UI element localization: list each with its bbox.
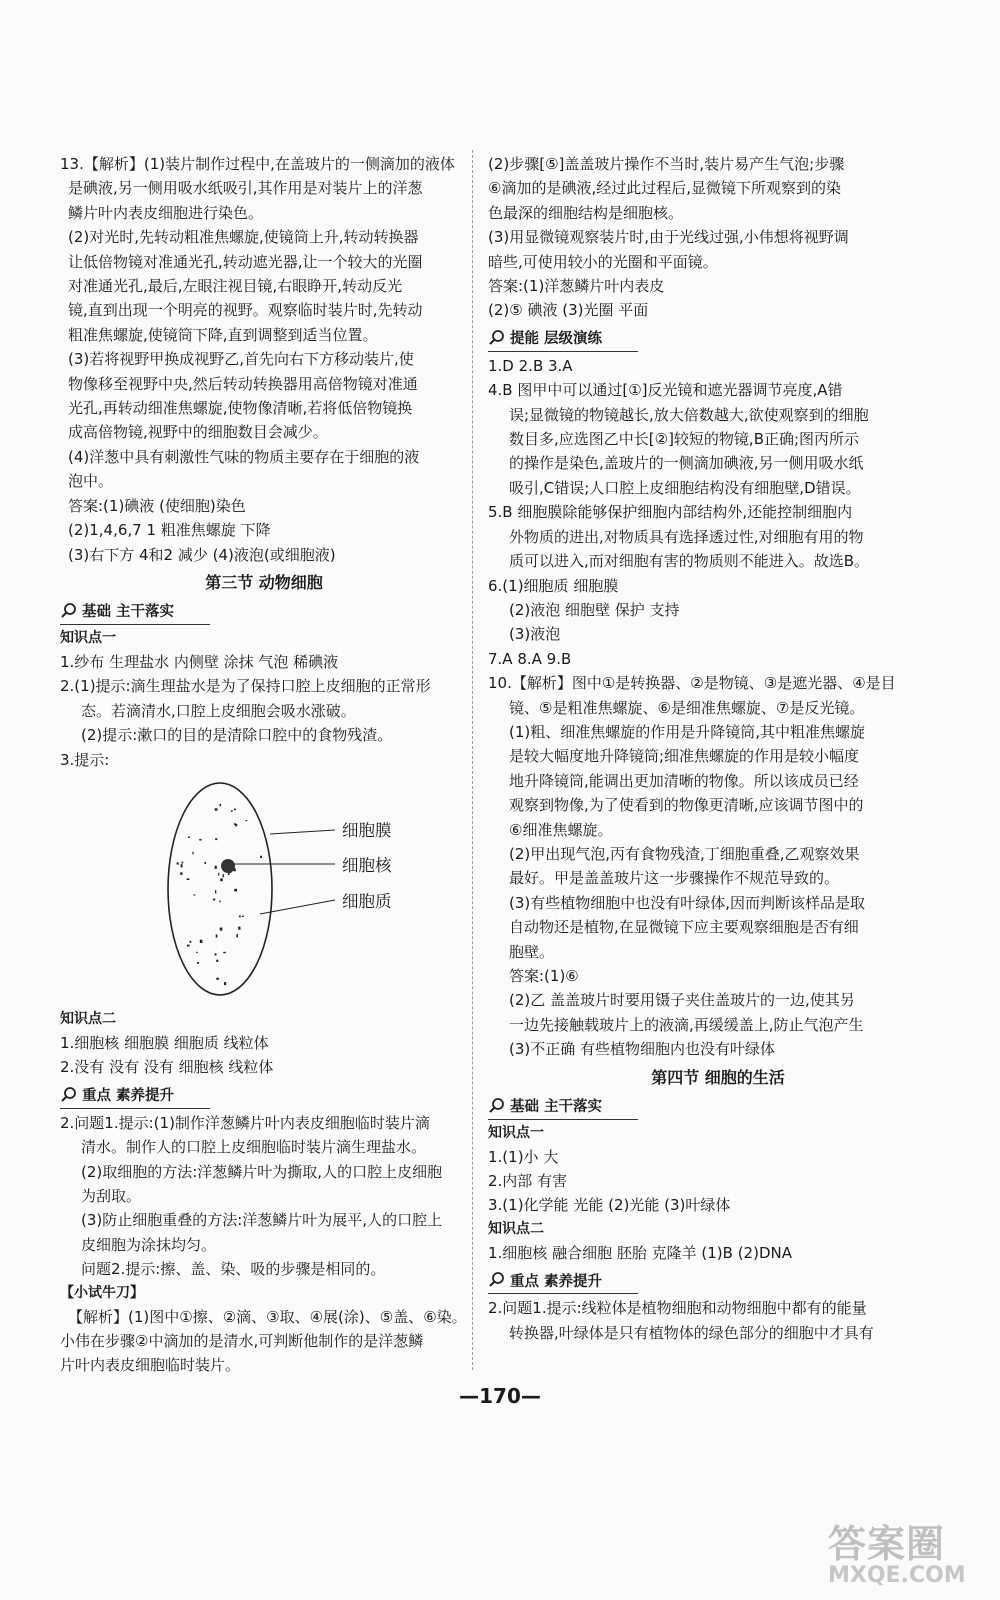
text-line: (3)若将视野甲换成视野乙,首先向右下方移动装片,使 [68, 350, 414, 369]
text-line: 鳞片叶内表皮细胞进行染色。 [68, 203, 264, 222]
page-number: —170— [459, 1384, 541, 1408]
bar-label: 基础 主干落实 [82, 604, 175, 621]
granule [197, 962, 199, 964]
text-line: 片叶内表皮细胞临时装片。 [60, 1356, 241, 1375]
text-line: (3)不正确 有些植物细胞内也没有叶绿体 [509, 1040, 776, 1059]
knowledge-point-1-lines [488, 1145, 948, 1218]
site-watermark [828, 1524, 988, 1594]
text-line: 答案:(1)⑥ [509, 967, 579, 985]
granule [239, 915, 241, 917]
text-line: 小伟在步骤②中滴加的是清水,可判断他制作的是洋葱鳞 [60, 1332, 424, 1350]
granule [220, 878, 223, 881]
text-line: ⑥细准焦螺旋。 [509, 820, 613, 839]
text-line: 让低倍物镜对准通光孔,转动遮光器,让一个较大的光圈 [68, 252, 423, 271]
granule [219, 901, 220, 903]
text-line: 镜,直到出现一个明亮的视野。观察临时装片时,先转动 [68, 301, 423, 320]
granule [190, 941, 192, 943]
right-column [488, 152, 948, 1345]
granule [220, 927, 223, 930]
text-line: 光孔,再转动细准焦螺旋,使物像清晰,若将低倍物镜换 [68, 399, 413, 418]
text-line: (3)液泡 [509, 625, 561, 644]
label-cell-membrane: 细胞膜 [342, 820, 392, 840]
knowledge-point-1: 知识点一 [488, 1124, 544, 1141]
text-line: 最好。甲是盖盖玻片这一步骤操作不规范导致的。 [509, 869, 840, 888]
text-line: (2)对光时,先转动粗准焦螺旋,使镜筒上升,转动转换器 [68, 228, 419, 247]
cell-membrane-outline [168, 783, 272, 995]
text-line: 对准通光孔,最后,左眼注视目镜,右眼睁开,转动反光 [68, 277, 403, 296]
granule [205, 862, 207, 864]
granule [180, 872, 182, 875]
text-line: 数目多,应选图乙中长[②]较短的物镜,B正确;图丙所示 [509, 430, 860, 449]
text-line: (4)洋葱中具有刺激性气味的物质主要存在于细胞的液 [68, 447, 420, 466]
trial-title: 【小试牛刀】 [60, 1284, 144, 1301]
membrane-pointer [270, 830, 335, 834]
text-line: 2.问题1.提示:线粒体是植物细胞和动物细胞中都有的能量 [488, 1299, 867, 1318]
text-line: (2)⑤ 碘液 (3)光圈 平面 [488, 301, 649, 320]
watermark-domain: MXQE.COM [828, 1563, 966, 1588]
column-divider [472, 150, 473, 1370]
nucleus [221, 859, 235, 873]
bar-label: 重点 素养提升 [82, 1088, 175, 1105]
cytoplasm-granules [177, 804, 262, 985]
magnifier-icon [488, 1271, 506, 1289]
text-line: 转换器,叶绿体是只有植物体的绿色部分的细胞中才具有 [509, 1323, 874, 1342]
granule [223, 952, 226, 954]
granule [224, 982, 226, 985]
text-line: 5.B 细胞膜除能够保护细胞内部结构外,还能控制细胞内 [488, 503, 853, 522]
text-line: 7.A 8.A 9.B [488, 649, 572, 668]
text-line: 1.纱布 生理盐水 内侧壁 涂抹 气泡 稀碘液 [60, 652, 339, 671]
improve-lines [488, 354, 948, 1062]
granule [215, 808, 218, 810]
granule [220, 804, 222, 806]
granule [216, 960, 218, 962]
granule [196, 952, 198, 953]
text-line: 1.细胞核 细胞膜 细胞质 线粒体 [60, 1033, 269, 1052]
granule [216, 934, 218, 937]
knowledge-point-1-lines [60, 650, 468, 772]
knowledge-point-2: 知识点二 [60, 1010, 116, 1027]
text-line: 2.(1)提示:滴生理盐水是为了保持口腔上皮细胞的正常形 [60, 677, 431, 696]
magnifier-icon [488, 329, 506, 347]
granule [177, 862, 179, 864]
question-13-analysis [60, 152, 468, 494]
animal-cell-figure [60, 774, 468, 1004]
text-line: (2)提示:漱口的目的是清除口腔中的食物残渣。 [81, 726, 393, 745]
text-line: 1.(1)小 大 [488, 1147, 559, 1166]
key-lines [488, 1296, 948, 1345]
text-line: 物像移至视野中央,然后转动转换器用高倍物镜对准通 [68, 374, 418, 393]
knowledge-point-2-lines [488, 1241, 948, 1265]
text-line: 色最深的细胞结构是细胞核。 [488, 203, 684, 222]
granule [215, 953, 217, 955]
label-nucleus: 细胞核 [342, 855, 392, 875]
text-line: 态。若滴清水,口腔上皮细胞会吸水涨破。 [81, 701, 356, 720]
question-13-answer [60, 494, 468, 567]
text-line: (1)粗、细准焦螺旋的作用是升降镜筒,其中粗准焦螺旋 [509, 722, 866, 741]
text-line: (3)用显微镜观察装片时,由于光线过强,小伟想将视野调 [488, 228, 849, 247]
bar-label: 重点 素养提升 [510, 1273, 603, 1290]
left-column [60, 152, 468, 1378]
text-line: 2.内部 有害 [488, 1172, 568, 1191]
granule [234, 809, 236, 811]
granule [192, 852, 193, 855]
granule [200, 940, 203, 943]
bar-label: 基础 主干落实 [510, 1099, 603, 1116]
text-line: 为刮取。 [81, 1186, 142, 1205]
watermark-logo-text: 答案圈 [828, 1522, 946, 1566]
text-line: (2)步骤[⑤]盖盖玻片操作不当时,装片易产生气泡;步骤 [488, 155, 845, 173]
improve-section-bar [488, 325, 638, 352]
text-line: (2)乙 盖盖玻片时要用镊子夹住盖玻片的一边,使其另 [509, 991, 855, 1010]
granule [223, 874, 224, 877]
granule [234, 823, 236, 825]
granule [238, 927, 240, 930]
text-line: 10.【解析】图中①是转换器、②是物镜、③是遮光器、④是目 [488, 674, 896, 693]
magnifier-icon [488, 1097, 506, 1115]
animal-cell-diagram [160, 774, 460, 1004]
text-line: 泡中。 [68, 472, 114, 491]
granule [215, 838, 217, 840]
text-line: 成高倍物镜,视野中的细胞数目会减少。 [68, 423, 328, 442]
text-line: 是较大幅度地升降镜筒;细准焦螺旋的作用是较小幅度 [509, 747, 860, 766]
granule [213, 899, 215, 901]
text-line: 清水。制作人的口腔上皮细胞临时装片滴生理盐水。 [81, 1138, 427, 1157]
granule [182, 862, 184, 864]
magnifier-icon [60, 1086, 78, 1104]
label-cytoplasm: 细胞质 [342, 891, 392, 911]
continued-answer-lines [488, 152, 948, 323]
granule [187, 945, 190, 947]
basic-section-bar [60, 598, 210, 625]
granule [194, 894, 196, 895]
key-lines [60, 1111, 468, 1282]
text-line: 暗些,可使用较小的光圈和平面镜。 [488, 252, 718, 271]
text-line: 镜、⑤是粗准焦螺旋、⑥是细准焦螺旋、⑦是反光镜。 [509, 698, 865, 717]
text-line: 外物质的进出,对物质具有选择透过性,对细胞有用的物 [509, 527, 864, 546]
magnifier-icon [60, 602, 78, 620]
granule [181, 864, 183, 867]
key-section-bar [60, 1082, 210, 1109]
text-line: 【解析】(1)图中①擦、②滴、③取、④展(涂)、⑤盖、⑥染。 [68, 1307, 467, 1326]
text-line: 答案:(1)洋葱鳞片叶内表皮 [488, 277, 665, 296]
text-line: 13.【解析】(1)装片制作过程中,在盖玻片的一侧滴加的液体 [60, 155, 455, 173]
text-line: (2)1,4,6,7 1 粗准焦螺旋 下降 [68, 521, 271, 540]
granule [231, 810, 233, 811]
text-line: (2)液泡 细胞壁 保护 支持 [509, 600, 680, 619]
key-section-bar [488, 1267, 638, 1294]
granule [187, 878, 190, 880]
text-line: 是碘液,另一侧用吸水纸吸引,其作用是对装片上的洋葱 [68, 179, 423, 198]
text-line: (3)有些植物细胞中也没有叶绿体,因而判断该样品是取 [509, 893, 866, 912]
text-line: 问题2.提示:擦、盖、染、吸的步骤是相同的。 [81, 1260, 386, 1279]
granule [216, 978, 219, 980]
text-line: (3)右下方 4和2 减少 (4)液泡(或细胞液) [68, 545, 336, 564]
text-line: 2.没有 没有 没有 细胞核 线粒体 [60, 1058, 274, 1077]
text-line: (2)取细胞的方法:洋葱鳞片叶为撕取,人的口腔上皮细胞 [81, 1162, 443, 1181]
text-line: 观察到物像,为了使看到的物像更清晰,应该调节图中的 [509, 796, 864, 815]
bar-label: 提能 层级演练 [510, 331, 603, 348]
granule [260, 856, 262, 858]
granule [242, 916, 244, 917]
granule [246, 820, 248, 821]
text-line: 自动物还是植物,在显微镜下应主要观察细胞是否有细 [509, 918, 859, 937]
text-line: 6.(1)细胞质 细胞膜 [488, 576, 619, 595]
text-line: 吸引,C错误;人口腔上皮细胞结构没有细胞壁,D错误。 [509, 478, 861, 497]
granule [234, 889, 237, 892]
text-line: 答案:(1)碘液 (使细胞)染色 [68, 496, 246, 515]
knowledge-point-1: 知识点一 [60, 629, 116, 646]
granule [236, 934, 238, 937]
granule [188, 836, 190, 837]
granule [218, 873, 219, 876]
knowledge-point-2-lines [60, 1031, 468, 1080]
text-line: (3)防止细胞重叠的方法:洋葱鳞片叶为展平,人的口腔上 [81, 1211, 443, 1230]
granule [215, 890, 216, 893]
text-line: ⑥滴加的是碘液,经过此过程后,显微镜下所观察到的染 [488, 179, 841, 198]
text-line: (2)甲出现气泡,丙有食物残渣,丁细胞重叠,乙观察效果 [509, 844, 860, 863]
text-line: 的操作是染色,盖玻片的一侧滴加碘液,另一侧用吸水纸 [509, 454, 864, 473]
granule [199, 839, 201, 841]
text-line: 2.问题1.提示:(1)制作洋葱鳞片叶内表皮细胞临时装片滴 [60, 1113, 430, 1132]
granule [215, 866, 217, 869]
basic-section-bar [488, 1093, 638, 1120]
text-line: 误;显微镜的物镜越长,放大倍数越大,欲使观察到的细胞 [509, 405, 869, 424]
text-line: 一边先接触载玻片上的液滴,再缓缓盖上,防止气泡产生 [509, 1015, 864, 1034]
section-4-title: 第四节 细胞的生活 [651, 1067, 785, 1087]
text-line: 3.(1)化学能 光能 (2)光能 (3)叶绿体 [488, 1196, 731, 1215]
section-3-title: 第三节 动物细胞 [205, 572, 323, 592]
text-line: 地升降镜筒,能调出更加清晰的物像。所以该成员已经 [509, 771, 859, 790]
text-line: 质可以进入,而对细胞有害的物质则不能进入。故选B。 [509, 552, 870, 571]
text-line: 4.B 图甲中可以通过[①]反光镜和遮光器调节亮度,A错 [488, 381, 843, 400]
text-line: 粗准焦螺旋,使镜筒下降,直到调整到适当位置。 [68, 325, 378, 344]
text-line: 胞壁。 [509, 942, 555, 961]
text-line: 3.提示: [60, 750, 110, 769]
text-line: 1.D 2.B 3.A [488, 356, 573, 375]
text-line: 皮细胞为涂抹均匀。 [81, 1235, 217, 1254]
text-line: 1.细胞核 融合细胞 胚胎 克隆羊 (1)B (2)DNA [488, 1243, 792, 1262]
trial-lines [60, 1305, 468, 1378]
knowledge-point-2: 知识点二 [488, 1220, 544, 1237]
